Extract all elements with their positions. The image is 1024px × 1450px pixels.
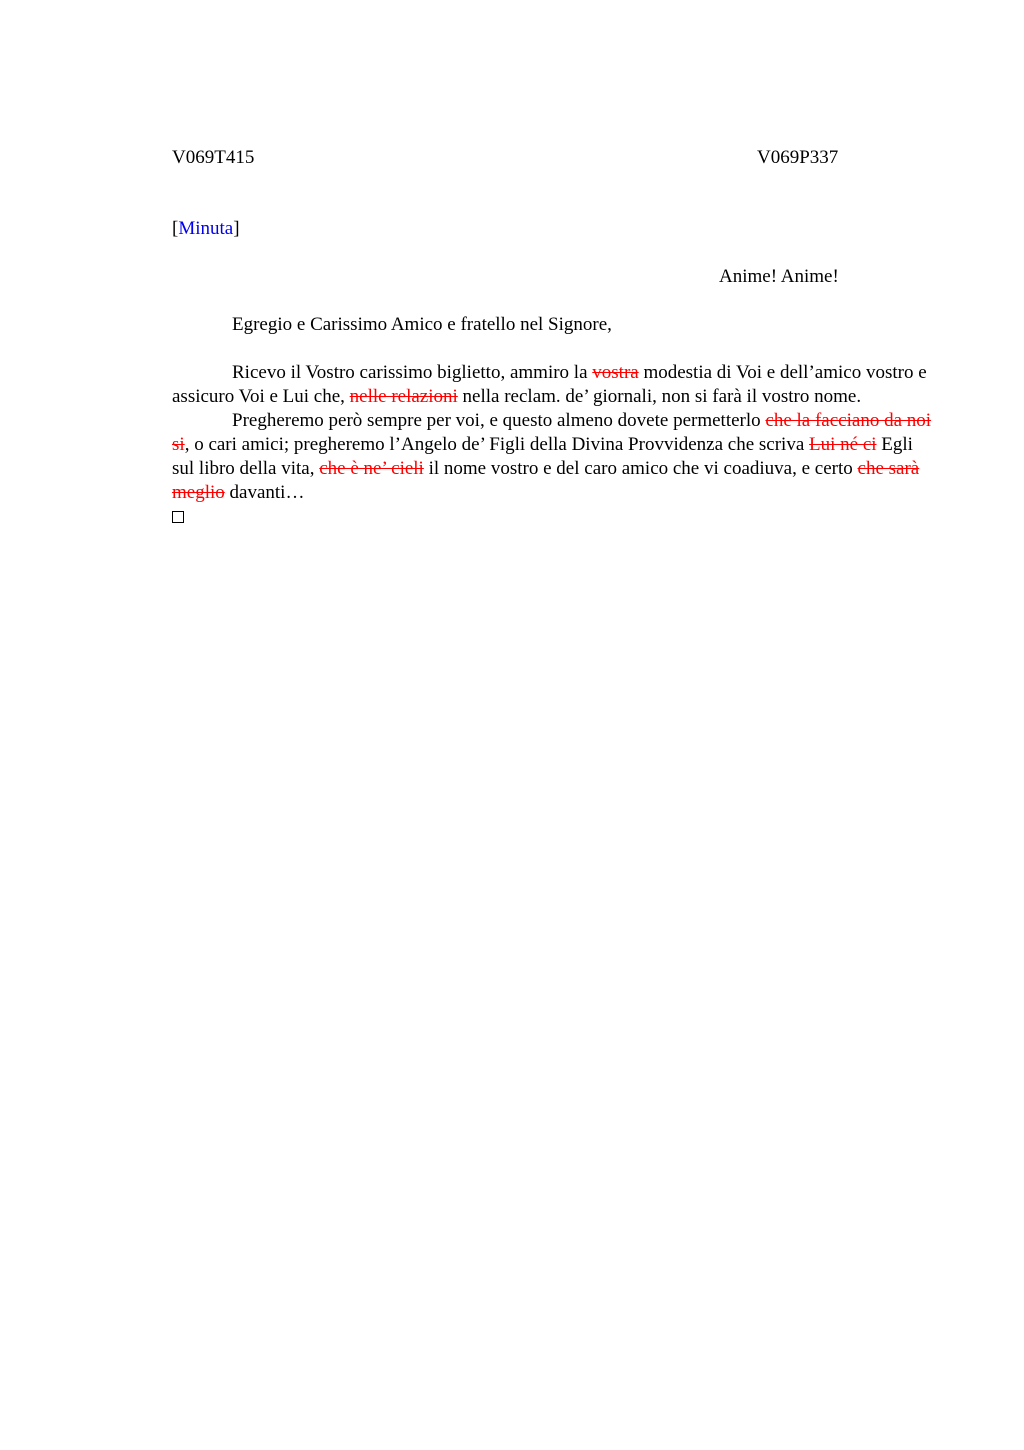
paragraph-2-text-4: il nome vostro e del caro amico che vi coadiuva, e certo xyxy=(423,458,858,479)
document-code-right: V069P337 xyxy=(757,147,839,168)
motto: Anime! Anime! xyxy=(719,266,839,287)
deleted-text: vostra xyxy=(592,362,639,383)
deleted-text: che sarà meglio xyxy=(172,458,920,503)
deleted-text: nelle relazioni xyxy=(349,386,458,407)
deleted-text: che è ne’ cieli xyxy=(319,458,424,479)
letter-body xyxy=(172,313,932,523)
deleted-text: che la facciano da noi si xyxy=(172,410,932,455)
draft-note xyxy=(172,218,240,240)
paragraph-1-text-1: Ricevo il Vostro carissimo biglietto, ammiro la xyxy=(232,362,593,383)
paragraph-2 xyxy=(172,409,932,505)
paragraph-2-text-2: , o cari amici; pregheremo l’Angelo de’ Figli della Divina Provvidenza che scriva xyxy=(184,434,810,455)
note-open-bracket: [ xyxy=(172,218,179,239)
deleted-text: Lui né ci xyxy=(809,434,877,455)
document-code-left: V069T415 xyxy=(172,147,255,168)
paragraph-1-text-2: modestia di Voi e dell’amico vostro e assicuro Voi e Lui che, xyxy=(172,362,927,407)
salutation: Egregio e Carissimo Amico e fratello nel Signore, xyxy=(232,314,612,335)
paragraph-2-text-5: davanti… xyxy=(224,482,305,503)
paragraph-2-text-3: Egli sul libro della vita, xyxy=(172,434,913,479)
note-close-bracket: ] xyxy=(233,218,240,239)
paragraph-1 xyxy=(172,361,932,409)
empty-square-icon xyxy=(172,511,184,523)
paragraph-1-text-3: nella reclam. de’ giornali, non si farà il vostro nome. xyxy=(457,386,862,407)
paragraph-2-text-1: Pregheremo però sempre per voi, e questo almeno dovete permetterlo xyxy=(232,410,766,431)
note-label: Minuta xyxy=(178,218,234,239)
